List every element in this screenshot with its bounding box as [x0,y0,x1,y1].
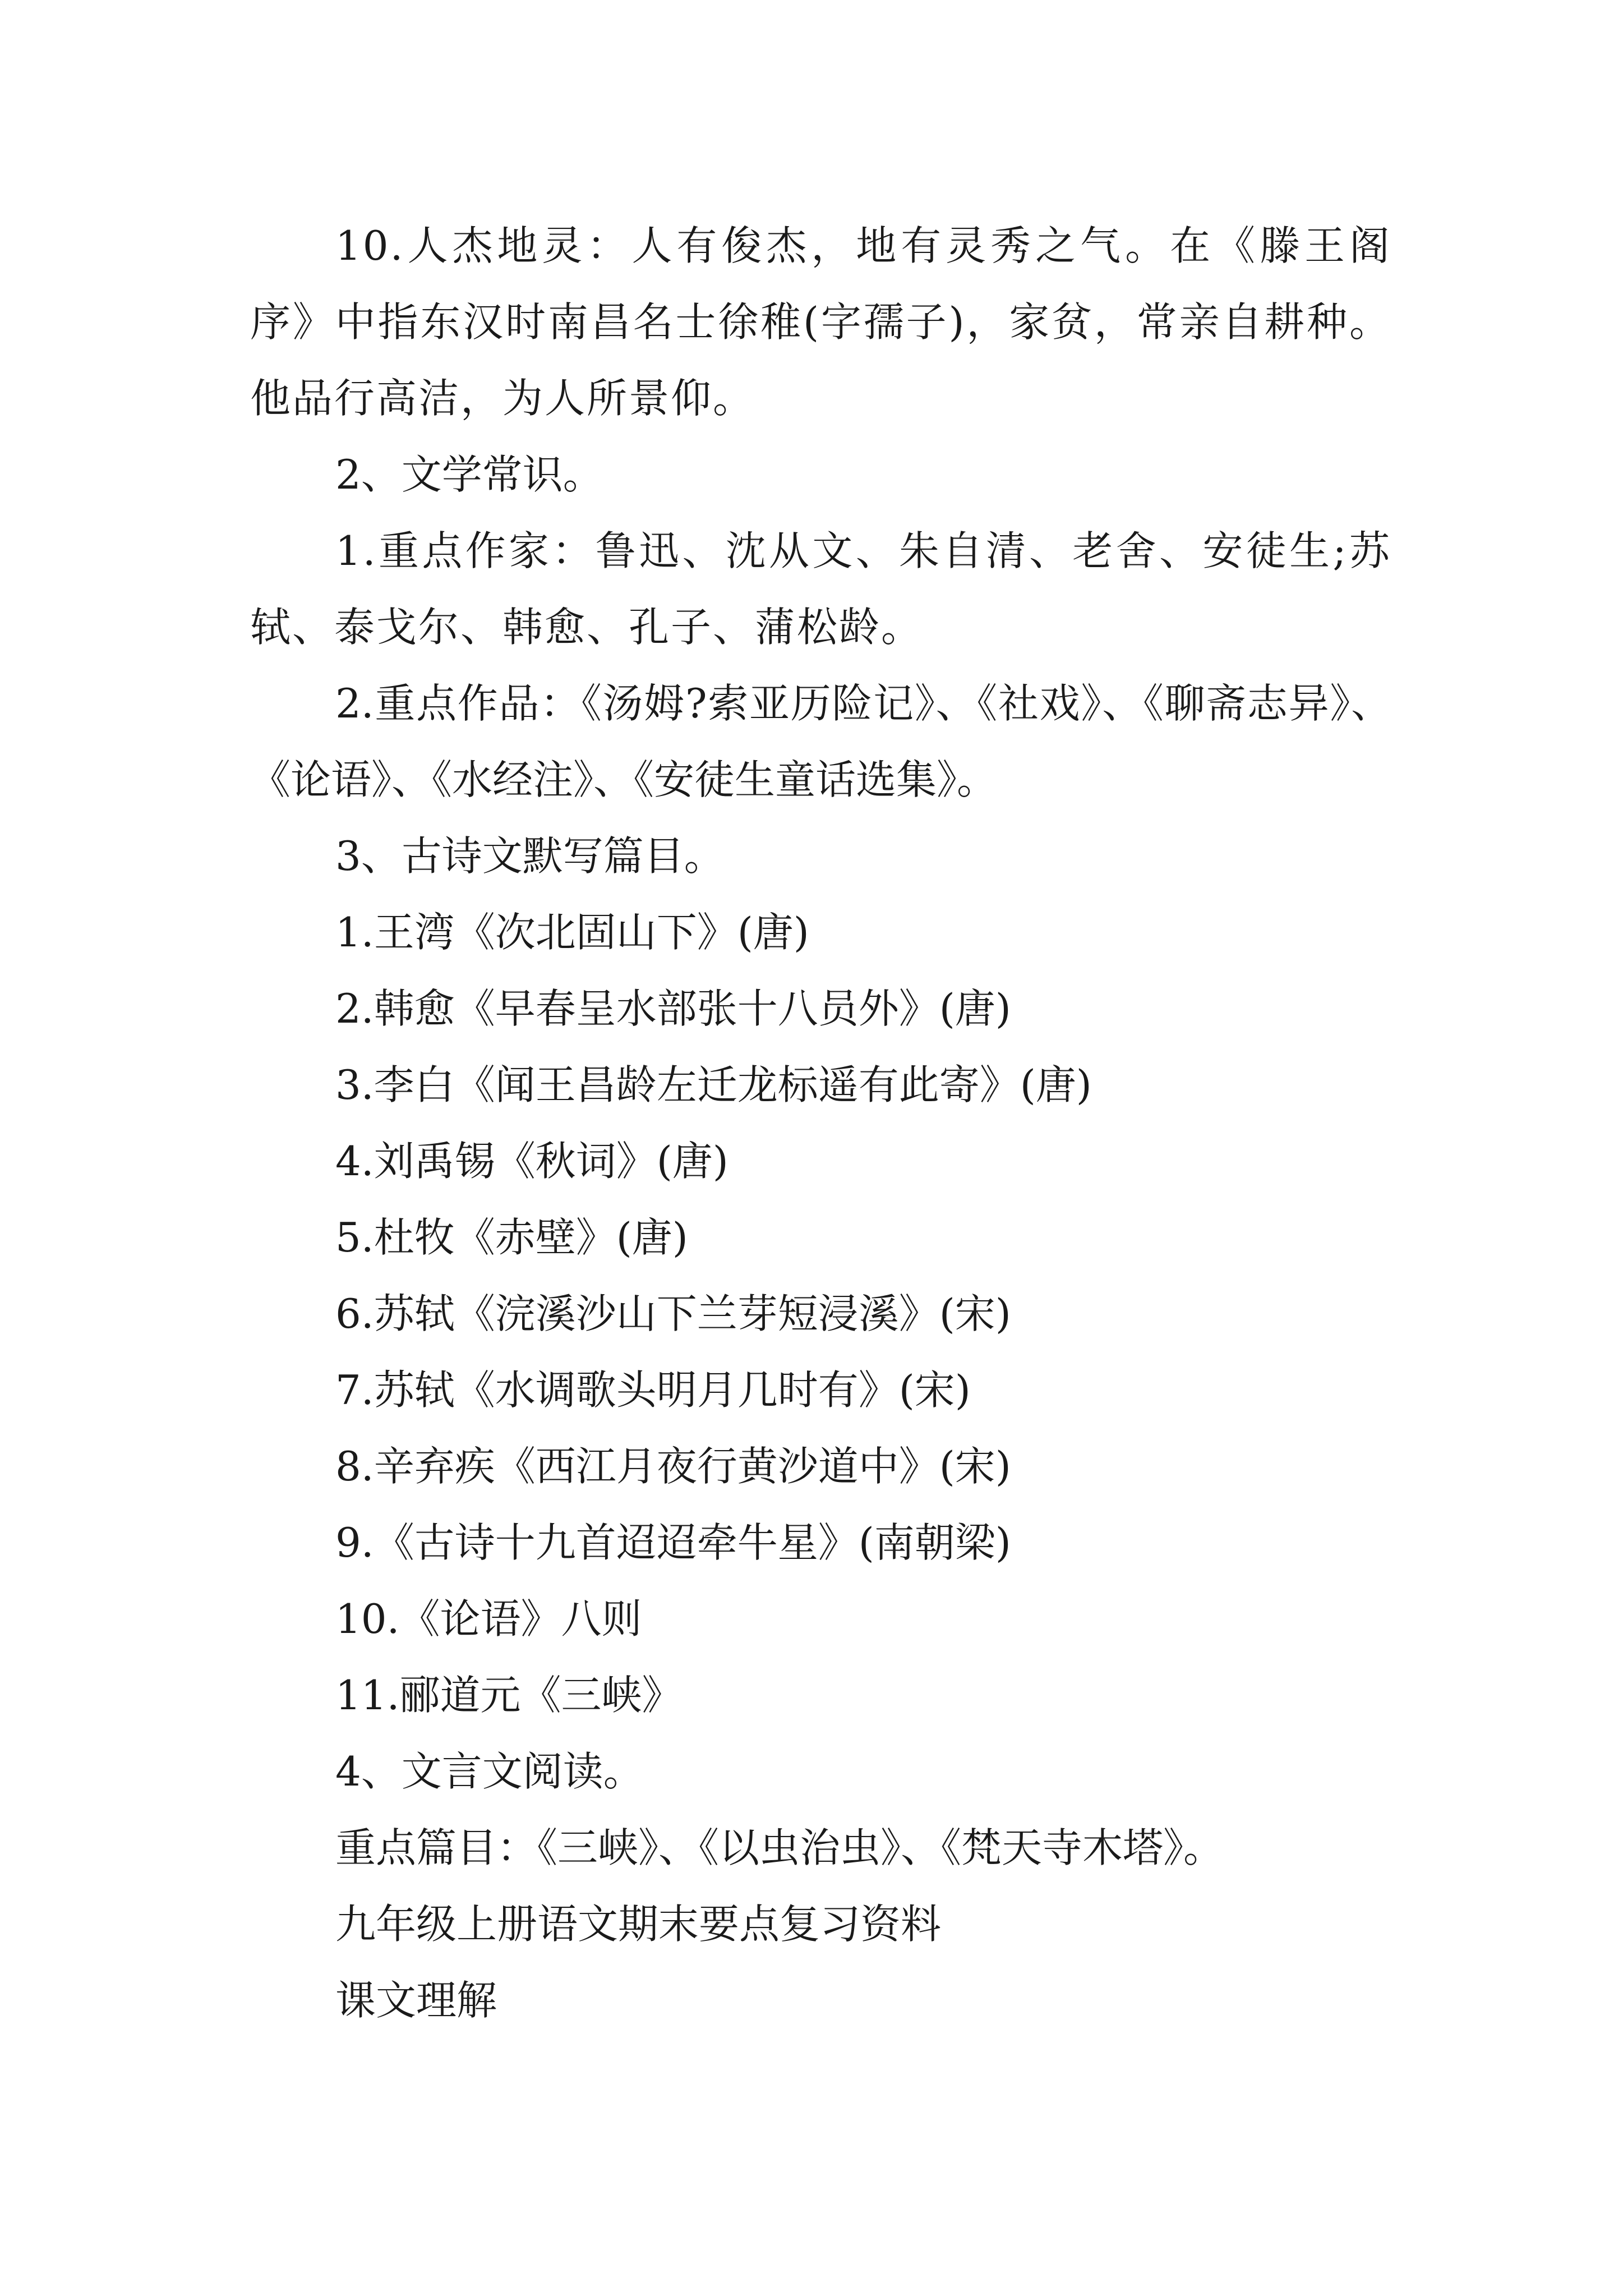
list-item: 3.李白《闻王昌龄左迁龙标遥有此寄》(唐) [335,1061,1092,1108]
paragraph-key-authors: 1.重点作家：鲁迅、沈从文、朱自清、老舍、安徒生;苏轼、泰戈尔、韩愈、孔子、蒲松龄。 [250,527,1391,651]
list-item: 6.苏轼《浣溪沙山下兰芽短浸溪》(宋) [335,1290,1011,1337]
list-item: 7.苏轼《水调歌头明月几时有》(宋) [335,1366,971,1414]
heading-classical-reading: 4、文言文阅读。 [335,1748,644,1795]
list-item: 9.《古诗十九首迢迢牵牛星》(南朝梁) [335,1519,1011,1566]
list-item: 5.杜牧《赤壁》(唐) [335,1214,688,1261]
list-item: 8.辛弃疾《西江月夜行黄沙道中》(宋) [335,1443,1011,1490]
list-item: 1.王湾《次北固山下》(唐) [335,909,809,956]
list-item: 11.郦道元《三峡》 [335,1672,683,1719]
document-body [250,208,1391,2039]
list-item: 4.刘禹锡《秋词》(唐) [335,1138,728,1185]
heading-recitation-list: 3、古诗文默写篇目。 [335,832,725,880]
section-title-review: 九年级上册语文期末要点复习资料 [335,1901,942,1948]
paragraph-key-texts: 重点篇目：《三峡》、《以虫治虫》、《梵天寺木塔》。 [335,1824,1224,1871]
list-item: 10.《论语》八则 [335,1595,642,1642]
paragraph-key-works: 2.重点作品：《汤姆?索亚历险记》、《社戏》、《聊斋志异》、《论语》、《水经注》、《安徒生童话选集》。 [250,680,1391,803]
paragraph-renjie-diling: 10.人杰地灵：人有俊杰，地有灵秀之气。在《滕王阁序》中指东汉时南昌名士徐稚(字孺子)，家贫，常亲自耕种。他品行高洁，为人所景仰。 [250,222,1391,422]
section-title-text-understanding: 课文理解 [335,1977,497,2024]
list-item: 2.韩愈《早春呈水部张十八员外》(唐) [335,985,1011,1032]
heading-literary-knowledge: 2、文学常识。 [335,451,603,498]
